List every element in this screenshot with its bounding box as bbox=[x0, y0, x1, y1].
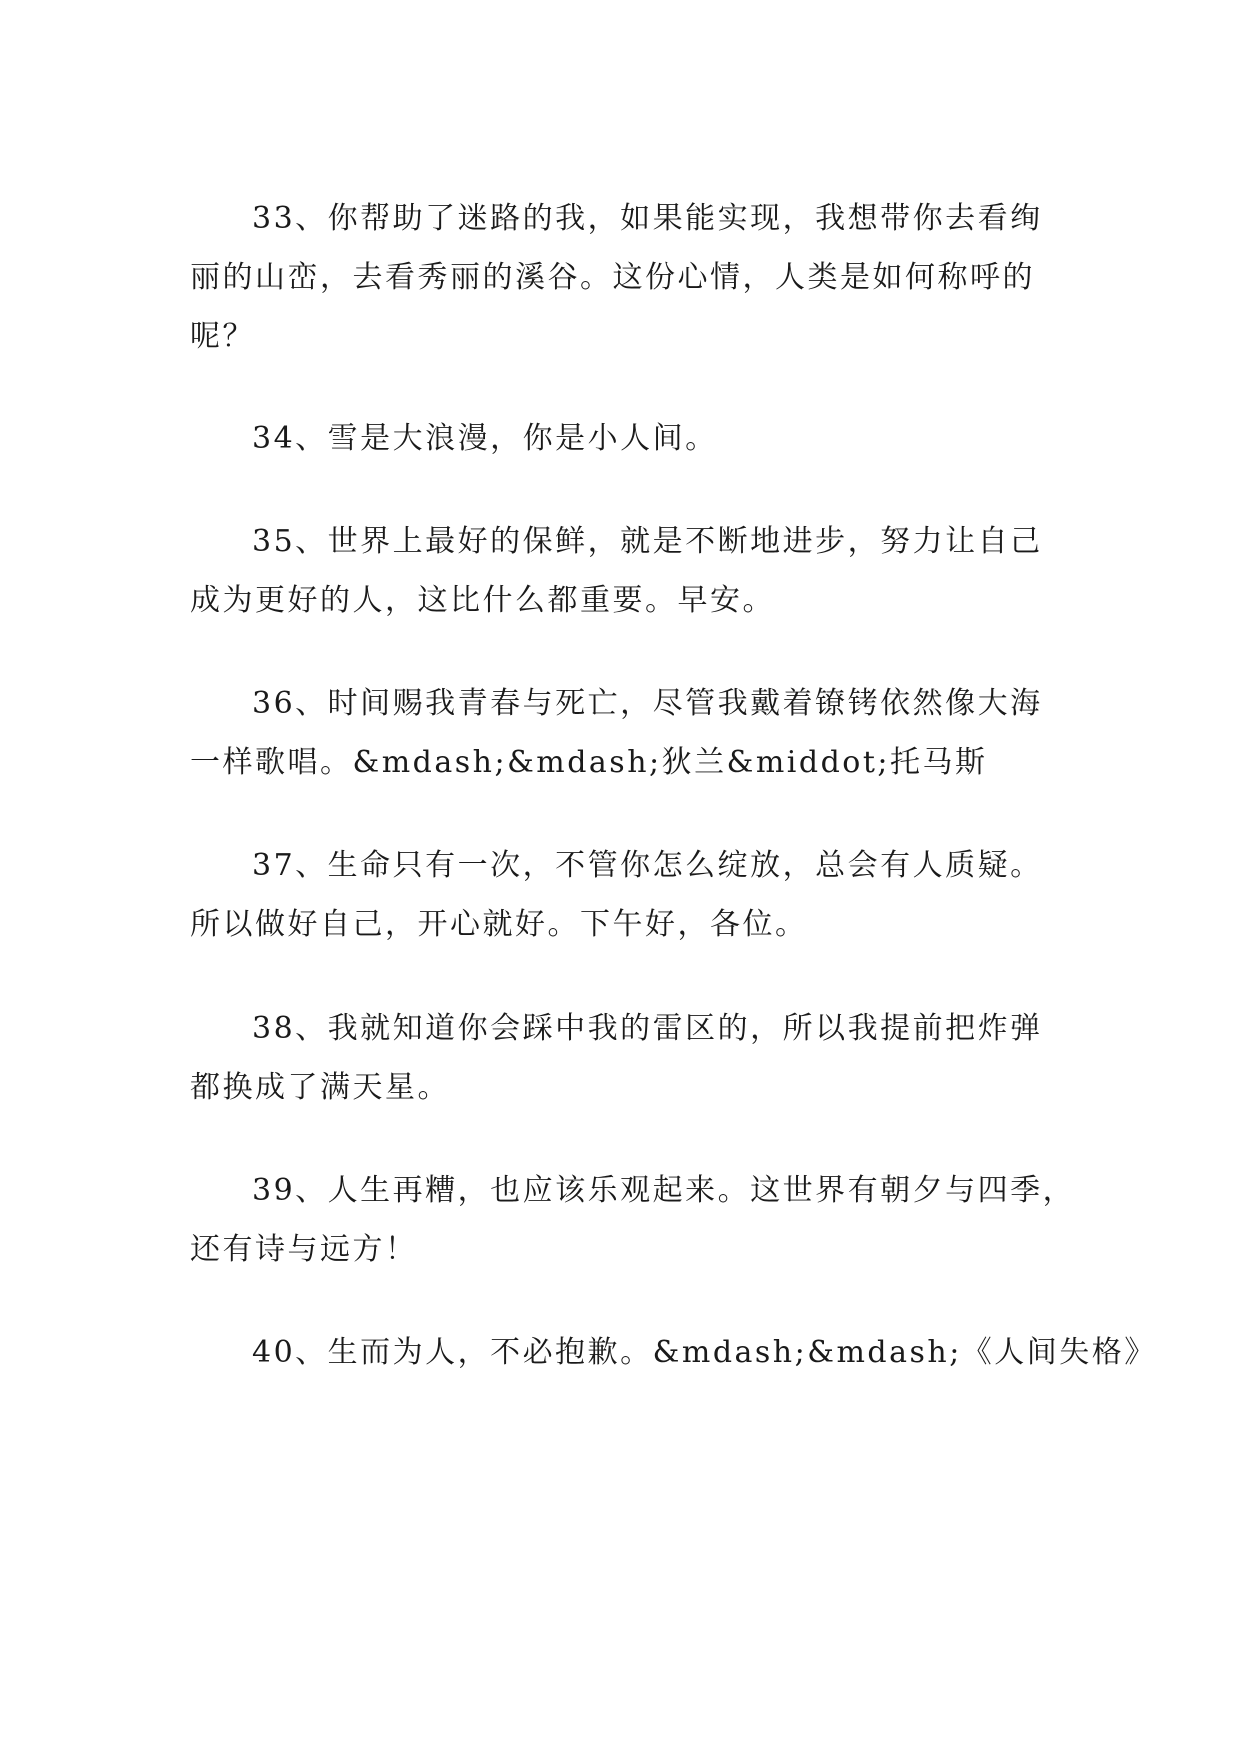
paragraph-34 bbox=[190, 409, 1060, 468]
paragraph-line: 所以做好自己，开心就好。下午好，各位。 bbox=[190, 907, 808, 942]
paragraph-line: 都换成了满天星。 bbox=[190, 1070, 450, 1105]
paragraph-line: 33、你帮助了迷路的我，如果能实现，我想带你去看绚 bbox=[252, 201, 1043, 236]
paragraph-line: 38、我就知道你会踩中我的雷区的，所以我提前把炸弹 bbox=[252, 1011, 1043, 1046]
paragraph-line: 39、人生再糟，也应该乐观起来。这世界有朝夕与四季， bbox=[252, 1173, 1076, 1208]
paragraph-37 bbox=[190, 836, 1060, 954]
paragraph-line: 还有诗与远方！ bbox=[190, 1232, 418, 1267]
paragraph-line: 36、时间赐我青春与死亡，尽管我戴着镣铐依然像大海 bbox=[252, 686, 1043, 721]
paragraph-line: 34、雪是大浪漫，你是小人间。 bbox=[252, 421, 718, 456]
paragraph-line: 35、世界上最好的保鲜，就是不断地进步，努力让自己 bbox=[252, 524, 1043, 559]
paragraph-38 bbox=[190, 999, 1060, 1117]
paragraph-line: 呢？ bbox=[190, 319, 255, 354]
paragraph-line: 成为更好的人，这比什么都重要。早安。 bbox=[190, 583, 775, 618]
paragraph-line: 丽的山峦，去看秀丽的溪谷。这份心情，人类是如何称呼的 bbox=[190, 260, 1035, 295]
paragraph-35 bbox=[190, 512, 1060, 630]
paragraph-line: 37、生命只有一次，不管你怎么绽放，总会有人质疑。 bbox=[252, 848, 1043, 883]
paragraph-36 bbox=[190, 674, 1060, 792]
paragraph-line: 40、生而为人，不必抱歉。&mdash;&mdash;《人间失格》 bbox=[252, 1335, 1157, 1370]
paragraph-39 bbox=[190, 1161, 1076, 1279]
paragraph-40 bbox=[190, 1323, 1157, 1382]
paragraph-line: 一样歌唱。&mdash;&mdash;狄兰&middot;托马斯 bbox=[190, 745, 988, 780]
paragraph-33 bbox=[190, 189, 1060, 366]
